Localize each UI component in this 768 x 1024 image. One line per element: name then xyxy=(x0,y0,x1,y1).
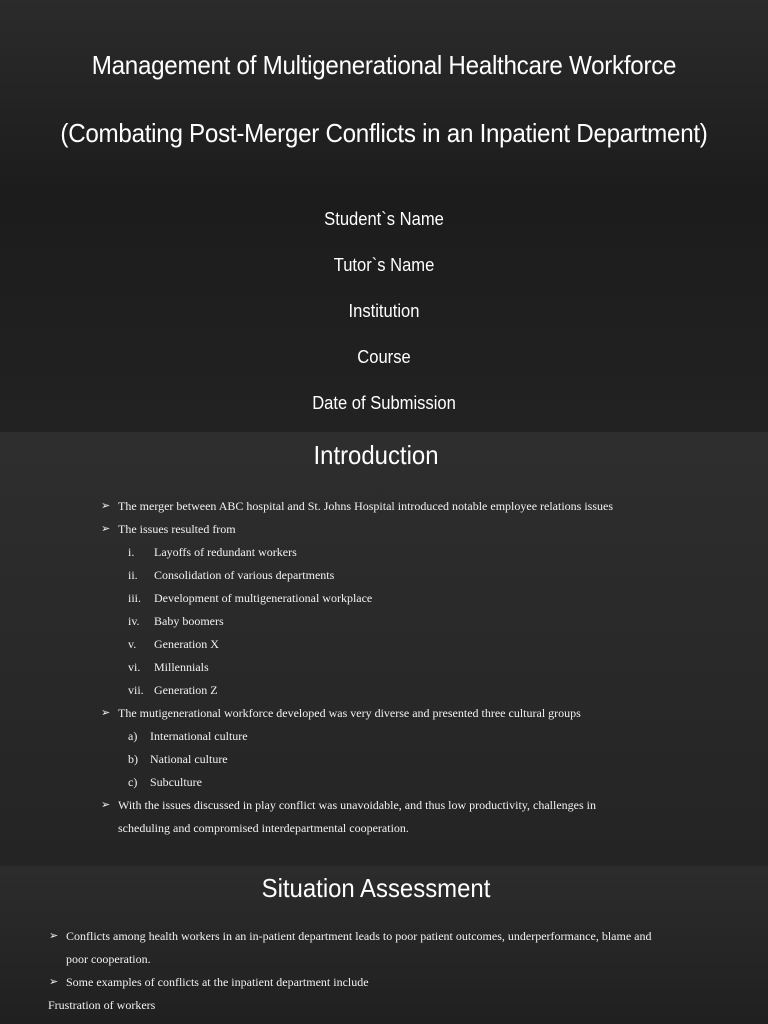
student-name: Student`s Name xyxy=(324,209,444,229)
bullet-text: The mutigenerational workforce developed was very diverse and presented three cultural groups xyxy=(118,706,581,720)
slide-heading: Introduction xyxy=(313,440,439,470)
list-item: International culture xyxy=(150,729,248,743)
list-item: Consolidation of various departments xyxy=(154,568,335,582)
arrowhead-bullet-icon: ➢ xyxy=(101,500,111,512)
bullet-text: Some examples of conflicts at the inpatient department include xyxy=(66,975,369,989)
list-item: Generation Z xyxy=(154,683,218,697)
introduction-slide xyxy=(0,432,768,866)
list-item: Subculture xyxy=(150,775,202,789)
list-item: Development of multigenerational workplace xyxy=(154,591,373,605)
list-number: iii. xyxy=(128,591,142,605)
list-item: Baby boomers xyxy=(154,614,224,628)
situation-assessment-slide xyxy=(0,866,768,1024)
list-number: ii. xyxy=(128,568,138,582)
presentation-title: Management of Multigenerational Healthcare Workforce xyxy=(91,50,677,80)
bullet-text: With the issues discussed in play conflict was unavoidable, and thus low productivity, challenges in xyxy=(118,798,596,812)
bullet-text: The merger between ABC hospital and St. Johns Hospital introduced notable employee relations issues xyxy=(118,499,614,513)
sub-heading-text: Frustration of workers xyxy=(48,998,156,1012)
bullet-text-continuation: scheduling and compromised interdepartmental cooperation. xyxy=(118,821,409,835)
slide-heading: Situation Assessment xyxy=(261,873,491,903)
list-item: National culture xyxy=(150,752,228,766)
arrowhead-bullet-icon: ➢ xyxy=(49,930,59,942)
bullet-text: The issues resulted from xyxy=(118,522,236,536)
course: Course xyxy=(357,347,411,367)
list-letter: b) xyxy=(128,752,138,766)
list-item: Millennials xyxy=(154,660,209,674)
bullet-text-continuation: poor cooperation. xyxy=(66,952,151,966)
arrowhead-bullet-icon: ➢ xyxy=(101,707,111,719)
presentation-subtitle: (Combating Post-Merger Conflicts in an Inpatient Department) xyxy=(60,118,708,148)
tutor-name: Tutor`s Name xyxy=(333,255,435,275)
institution: Institution xyxy=(348,301,420,321)
list-number: vi. xyxy=(128,660,141,674)
list-number: vii. xyxy=(128,683,144,697)
list-number: v. xyxy=(128,637,137,651)
list-item: Generation X xyxy=(154,637,219,651)
list-letter: a) xyxy=(128,729,138,743)
title-slide xyxy=(0,0,768,432)
arrowhead-bullet-icon: ➢ xyxy=(101,799,111,811)
bullet-text: Conflicts among health workers in an in-patient department leads to poor patient outcomes, underperformance, blame and xyxy=(66,929,652,943)
list-number: i. xyxy=(128,545,135,559)
list-item: Layoffs of redundant workers xyxy=(154,545,297,559)
arrowhead-bullet-icon: ➢ xyxy=(101,523,111,535)
submission-date: Date of Submission xyxy=(312,393,456,413)
list-letter: c) xyxy=(128,775,138,789)
list-number: iv. xyxy=(128,614,140,628)
arrowhead-bullet-icon: ➢ xyxy=(49,976,59,988)
